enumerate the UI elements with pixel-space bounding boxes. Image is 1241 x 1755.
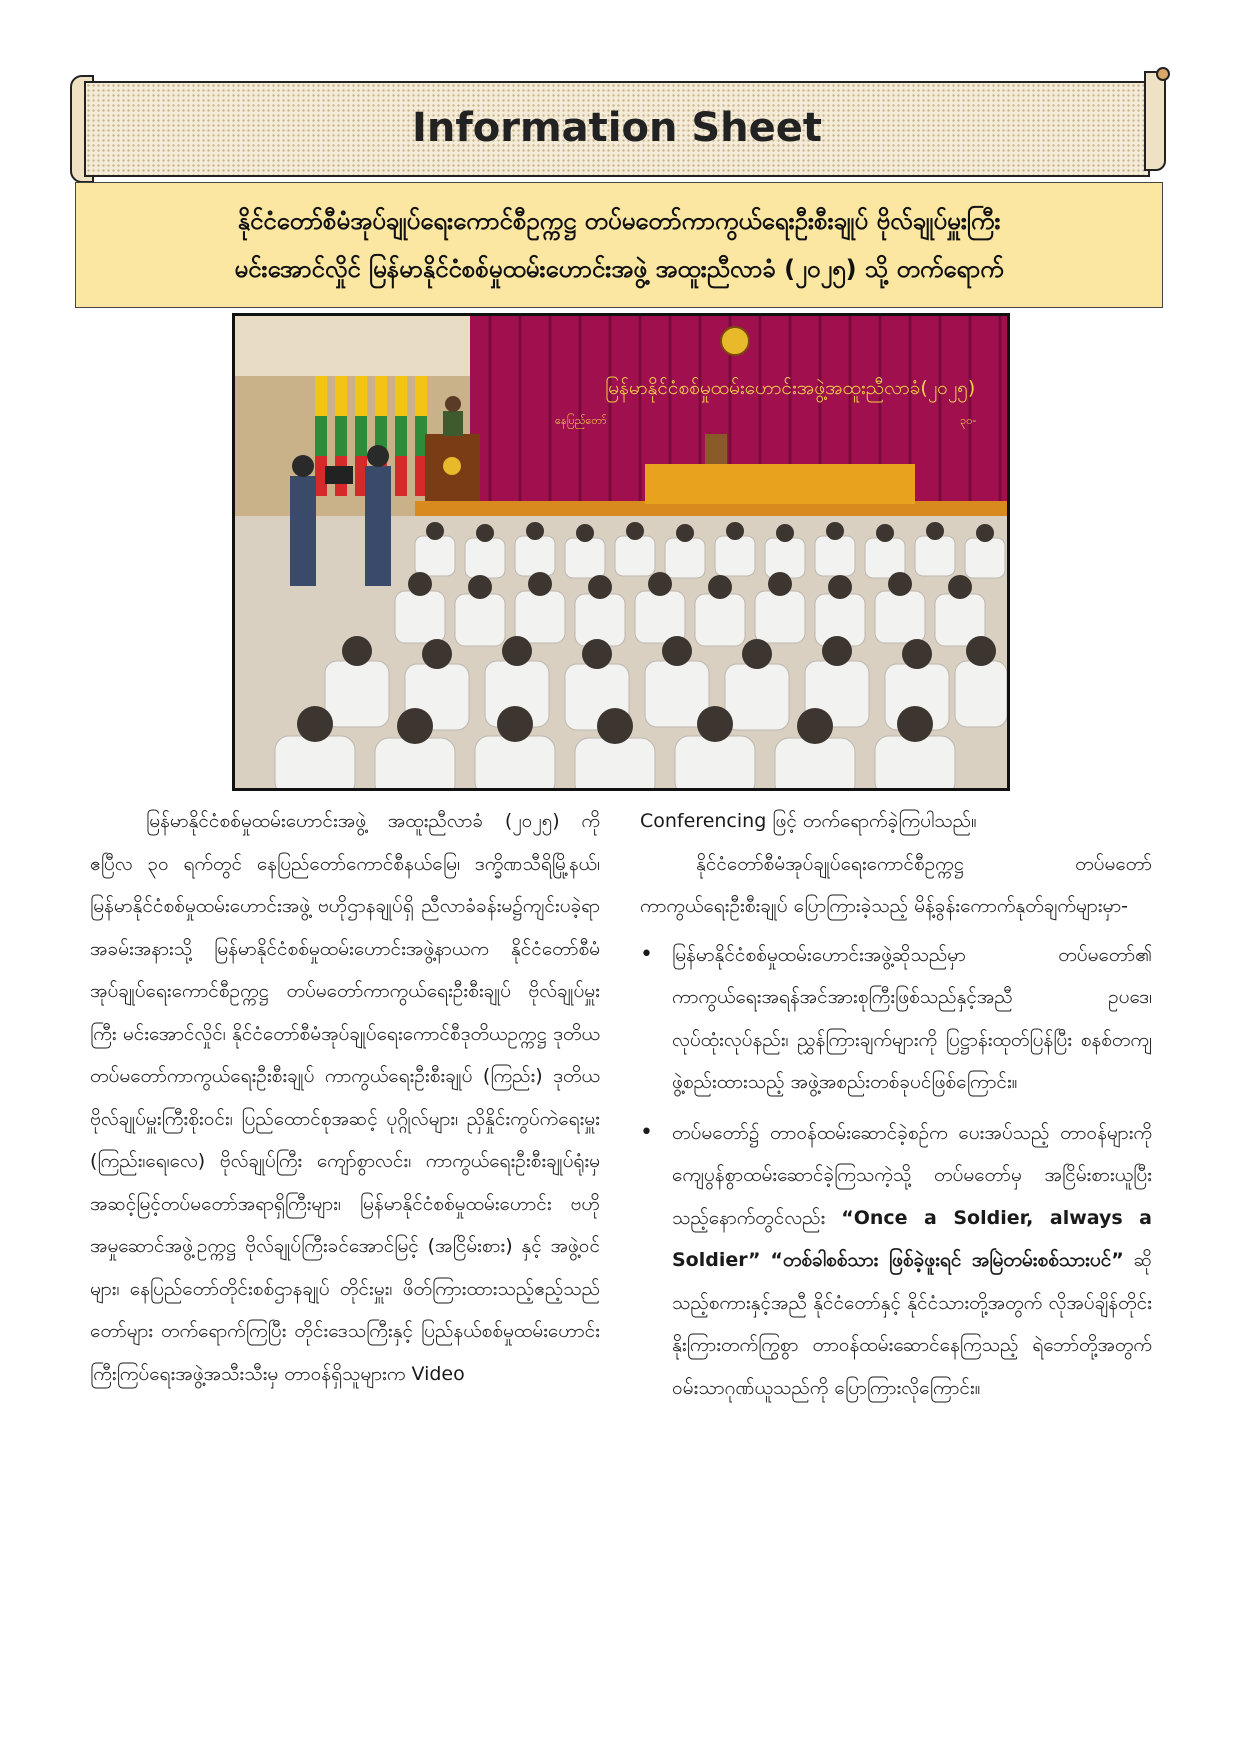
bullet-1	[640, 934, 1152, 1104]
bullet-2	[640, 1112, 1152, 1410]
page-title: Information Sheet	[411, 105, 823, 151]
headline-line-2: မင်းအောင်လှိုင် မြန်မာနိုင်ငံစစ်မှုထမ်းဟောင်းအဖွဲ့ အထူးညီလာခံ (၂၀၂၅) သို့ တက်ရောက်	[234, 255, 1004, 283]
event-photo-illustration	[235, 316, 1007, 788]
bullet-2-quote-en: “Once a Soldier, always a Soldier”	[672, 1206, 1152, 1271]
speaker	[443, 411, 463, 436]
bullet-1-text: မြန်မာနိုင်ငံစစ်မှုထမ်းဟောင်းအဖွဲ့ဆိုသည်မှာ တပ်မတော်၏ ကာကွယ်ရေးအရန်အင်အားစုကြီးဖြစ်သည်နှင့်အညီ ဥပဒေ၊ လုပ်ထုံးလုပ်နည်း၊ ညွှန်ကြားချက်များကို ပြဋ္ဌာန်းထုတ်ပြန်ပြီး စနစ်တကျဖွဲ့စည်းထားသည့် အဖွဲ့အစည်းတစ်ခုပင်ဖြစ်ကြောင်း။	[672, 943, 1152, 1093]
bullet-2-post: ဆိုသည့်စကားနှင့်အညီ နိုင်ငံတော်နှင့် နိုင်ငံသားတို့အတွက် လိုအပ်ချိန်တိုင်း နိုးကြားတက်ကြွစွာ တာဝန်ထမ်းဆောင်နေကြသည့် ရဲဘော်တို့အတွက် ဝမ်းသာဂုဏ်ယူသည်ကို ပြောကြားလိုကြောင်း။	[672, 1249, 1152, 1399]
head-table	[645, 464, 915, 504]
right-continuation: Conferencing ဖြင့် တက်ရောက်ခဲ့ကြပါသည်။	[640, 810, 977, 832]
left-paragraph: မြန်မာနိုင်ငံစစ်မှုထမ်းဟောင်းအဖွဲ့ အထူးညီလာခံ (၂၀၂၅) ကို ဧပြီလ ၃၀ ရက်တွင် နေပြည်တော်ကောင်စီနယ်မြေ၊ ဒက္ခိဏသီရိမြို့နယ်၊ မြန်မာနိုင်ငံစစ်မှုထမ်းဟောင်းအဖွဲ့ ဗဟိုဌာနချုပ်ရှိ ညီလာခံခန်းမ၌ကျင်းပခဲ့ရာ အခမ်းအနားသို့ မြန်မာနိုင်ငံစစ်မှုထမ်းဟောင်းအဖွဲ့နာယက နိုင်ငံတော်စီမံအုပ်ချုပ်ရေးကောင်စီဥက္ကဋ္ဌ တပ်မတော်ကာကွယ်ရေးဦးစီးချုပ် ဗိုလ်ချုပ်မှူးကြီး မင်းအောင်လှိုင်၊ နိုင်ငံတော်စီမံအုပ်ချုပ်ရေးကောင်စီဒုတိယဥက္ကဋ္ဌ ဒုတိယတပ်မတော်ကာကွယ်ရေးဦးစီးချုပ် ကာကွယ်ရေးဦးစီးချုပ် (ကြည်း) ဒုတိယဗိုလ်ချုပ်မှူးကြီးစိုးဝင်း၊ ပြည်ထောင်စုအဆင့် ပုဂ္ဂိုလ်များ၊ ညှိနှိုင်းကွပ်ကဲရေးမှူး (ကြည်း၊ရေ၊လေ) ဗိုလ်ချုပ်ကြီး ကျော်စွာလင်း၊ ကာကွယ်ရေးဦးစီးချုပ်ရုံးမှ အဆင့်မြင့်တပ်မတော်အရာရှိကြီးများ၊ မြန်မာနိုင်ငံစစ်မှုထမ်းဟောင်း ဗဟိုအမှုဆောင်အဖွဲ့ဥက္ကဋ္ဌ ဗိုလ်ချုပ်ကြီးခင်အောင်မြင့် (အငြိမ်းစား) နှင့် အဖွဲ့ဝင်များ၊ နေပြည်တော်တိုင်းစစ်ဌာနချုပ် တိုင်းမှူး၊ ဖိတ်ကြားထားသည့်ဧည့်သည်တော်များ တက်ရောက်ကြပြီး တိုင်းဒေသကြီးနှင့် ပြည်နယ်စစ်မှုထမ်းဟောင်းကြီးကြပ်ရေးအဖွဲ့အသီးသီးမှ တာဝန်ရှိသူများက Video	[90, 810, 600, 1385]
headline-line-1: နိုင်ငံတော်စီမံအုပ်ချုပ်ရေးကောင်စီဥက္ကဋ္ဌ တပ်မတော်ကာကွယ်ရေးဦးစီးချုပ် ဗိုလ်ချုပ်မှူးကြီး	[237, 207, 1001, 235]
scroll-knob	[1156, 67, 1170, 81]
bullet-2-pre: တပ်မတော်၌ တာဝန်ထမ်းဆောင်ခဲ့စဉ်က ပေးအပ်သည့် တာဝန်များကို ကျေပွန်စွာထမ်းဆောင်ခဲ့ကြသကဲ့သို့ တပ်မတော်မှ အငြိမ်းစားယူပြီးသည့်နောက်တွင်လည်း	[672, 1121, 1152, 1229]
scroll-roll-right	[1144, 71, 1166, 171]
stage-banner-text: မြန်မာနိုင်ငံစစ်မှုထမ်းဟောင်းအဖွဲ့အထူးညီလာခံ(၂၀၂၅)	[605, 377, 976, 399]
stage-date-text: ၃၀-	[960, 414, 977, 427]
stage-place-text: နေပြည်တော်	[555, 414, 607, 427]
right-column	[640, 800, 1152, 1417]
speech-bullets	[640, 934, 1152, 1410]
scroll-body	[84, 81, 1150, 177]
bullet-2-quote-my: “တစ်ခါစစ်သား ဖြစ်ခဲ့ဖူးရင် အမြဲတမ်းစစ်သားပင်”	[770, 1249, 1124, 1271]
event-photo	[232, 313, 1010, 791]
right-intro: နိုင်ငံတော်စီမံအုပ်ချုပ်ရေးကောင်စီဥက္ကဋ္ဌ တပ်မတော်ကာကွယ်ရေးဦးစီးချုပ် ပြောကြားခဲ့သည့် မိန့်ခွန်းကောက်နုတ်ချက်များမှာ-	[640, 852, 1152, 917]
title-banner	[70, 75, 1170, 183]
headline-box	[75, 182, 1163, 308]
left-column	[90, 800, 600, 1395]
